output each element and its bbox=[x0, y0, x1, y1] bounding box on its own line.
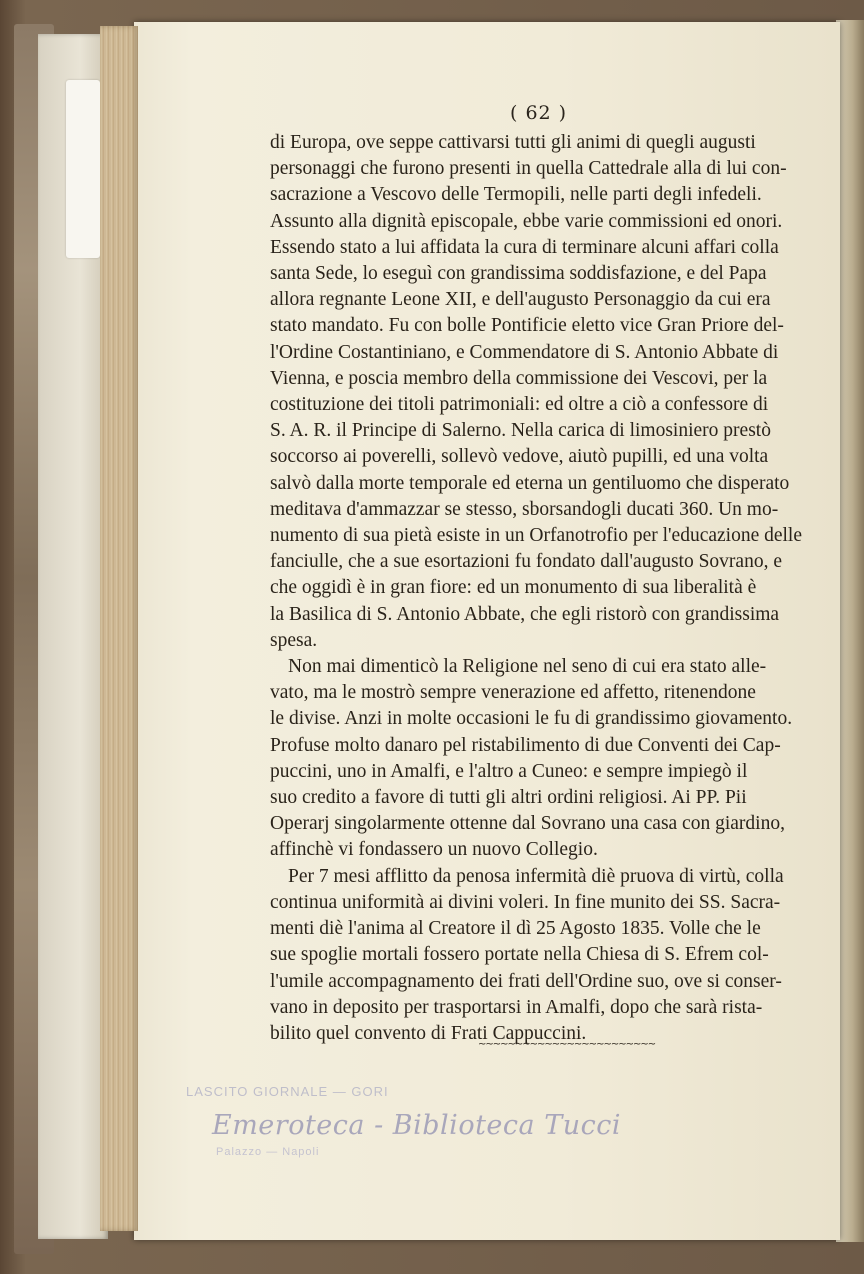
text-line: santa Sede, lo eseguì con grandissima soddisfazione, e del Papa bbox=[270, 263, 767, 285]
text-line: Non mai dimenticò la Religione nel seno di cui era stato alle- bbox=[288, 656, 767, 678]
text-line: allora regnante Leone XII, e dell'augusto Personaggio da cui era bbox=[270, 289, 771, 311]
ornamental-rule: ~~~~~~~~~~~~~~~~~~~~~~~~ bbox=[478, 1039, 656, 1050]
stamp-bottom-text: Palazzo — Napoli bbox=[216, 1146, 320, 1158]
text-line: vano in deposito per trasportarsi in Amalfi, dopo che sarà rista- bbox=[270, 996, 763, 1018]
text-line: l'umile accompagnamento dei frati dell'Ordine suo, ove si conser- bbox=[270, 970, 782, 992]
text-line: le divise. Anzi in molte occasioni le fu di grandissimo giovamento. bbox=[270, 708, 793, 730]
right-book-edge bbox=[836, 20, 864, 1242]
text-line: che oggidì è in gran fiore: ed un monumento di sua liberalità è bbox=[270, 577, 757, 599]
text-line: costituzione dei titoli patrimoniali: ed oltre a ciò a confessore di bbox=[270, 394, 769, 416]
text-line: salvò dalla morte temporale ed eterna un gentiluomo che disperato bbox=[270, 472, 790, 494]
library-stamp bbox=[186, 1082, 621, 1172]
text-line: sacrazione a Vescovo delle Termopili, nelle parti degli infedeli. bbox=[270, 184, 762, 206]
text-line: personaggi che furono presenti in quella Cattedrale alla di lui con- bbox=[270, 158, 787, 180]
text-line: Essendo stato a lui affidata la cura di terminare alcuni affari colla bbox=[270, 236, 779, 258]
text-line: S. A. R. il Principe di Salerno. Nella carica di limosiniero prestò bbox=[270, 420, 771, 442]
text-line: vato, ma le mostrò sempre venerazione ed affetto, ritenendone bbox=[270, 682, 756, 704]
text-line: la Basilica di S. Antonio Abbate, che egli ristorò con grandissima bbox=[270, 603, 780, 625]
text-line: stato mandato. Fu con bolle Pontificie eletto vice Gran Priore del- bbox=[270, 315, 784, 337]
text-line: suo credito a favore di tutti gli altri ordini religiosi. Ai PP. Pii bbox=[270, 787, 747, 809]
text-line: Assunto alla dignità episcopale, ebbe varie commissioni ed onori. bbox=[270, 210, 783, 232]
text-line: meditava d'ammazzar se stesso, sborsandogli ducati 360. Un mo- bbox=[270, 498, 779, 520]
text-line: bilito quel convento di Frati Cappuccini. bbox=[270, 1022, 587, 1044]
text-line: soccorso ai poverelli, sollevò vedove, aiutò pupilli, ed una volta bbox=[270, 446, 769, 468]
text-line: fanciulle, che a sue esortazioni fu fondato dall'augusto Sovrano, e bbox=[270, 551, 782, 573]
stamp-main-text: Emeroteca - Biblioteca Tucci bbox=[212, 1110, 621, 1141]
text-line: Vienna, e poscia membro della commissione dei Vescovi, per la bbox=[270, 367, 768, 389]
text-line: sue spoglie mortali fossero portate nella Chiesa di S. Efrem col- bbox=[270, 944, 769, 966]
text-line: spesa. bbox=[270, 629, 318, 651]
text-line: l'Ordine Costantiniano, e Commendatore di S. Antonio Abbate di bbox=[270, 341, 779, 363]
text-line: puccini, uno in Amalfi, e l'altro a Cuneo: e sempre impiegò il bbox=[270, 760, 748, 782]
text-line: affinchè vi fondassero un nuovo Collegio. bbox=[270, 839, 598, 861]
book-gutter bbox=[100, 26, 138, 1231]
text-line: Per 7 mesi afflitto da penosa infermità diè pruova di virtù, colla bbox=[288, 865, 784, 887]
text-line: menti diè l'anima al Creatore il dì 25 Agosto 1835. Volle che le bbox=[270, 918, 761, 940]
text-line: Operarj singolarmente ottenne dal Sovrano una casa con giardino, bbox=[270, 813, 785, 835]
page-body-text bbox=[270, 130, 810, 1047]
page-number: ( 62 ) bbox=[510, 102, 568, 124]
text-line: numento di sua pietà esiste in un Orfanotrofio per l'educazione delle bbox=[270, 525, 803, 547]
text-line: continua uniformità ai divini voleri. In fine munito dei SS. Sacra- bbox=[270, 891, 781, 913]
text-line: di Europa, ove seppe cattivarsi tutti gli animi di quegli augusti bbox=[270, 132, 756, 153]
text-line: Profuse molto danaro pel ristabilimento di due Conventi dei Cap- bbox=[270, 734, 781, 756]
paper-tab-label bbox=[66, 80, 100, 258]
stamp-top-text: LASCITO GIORNALE — GORI bbox=[186, 1084, 389, 1099]
